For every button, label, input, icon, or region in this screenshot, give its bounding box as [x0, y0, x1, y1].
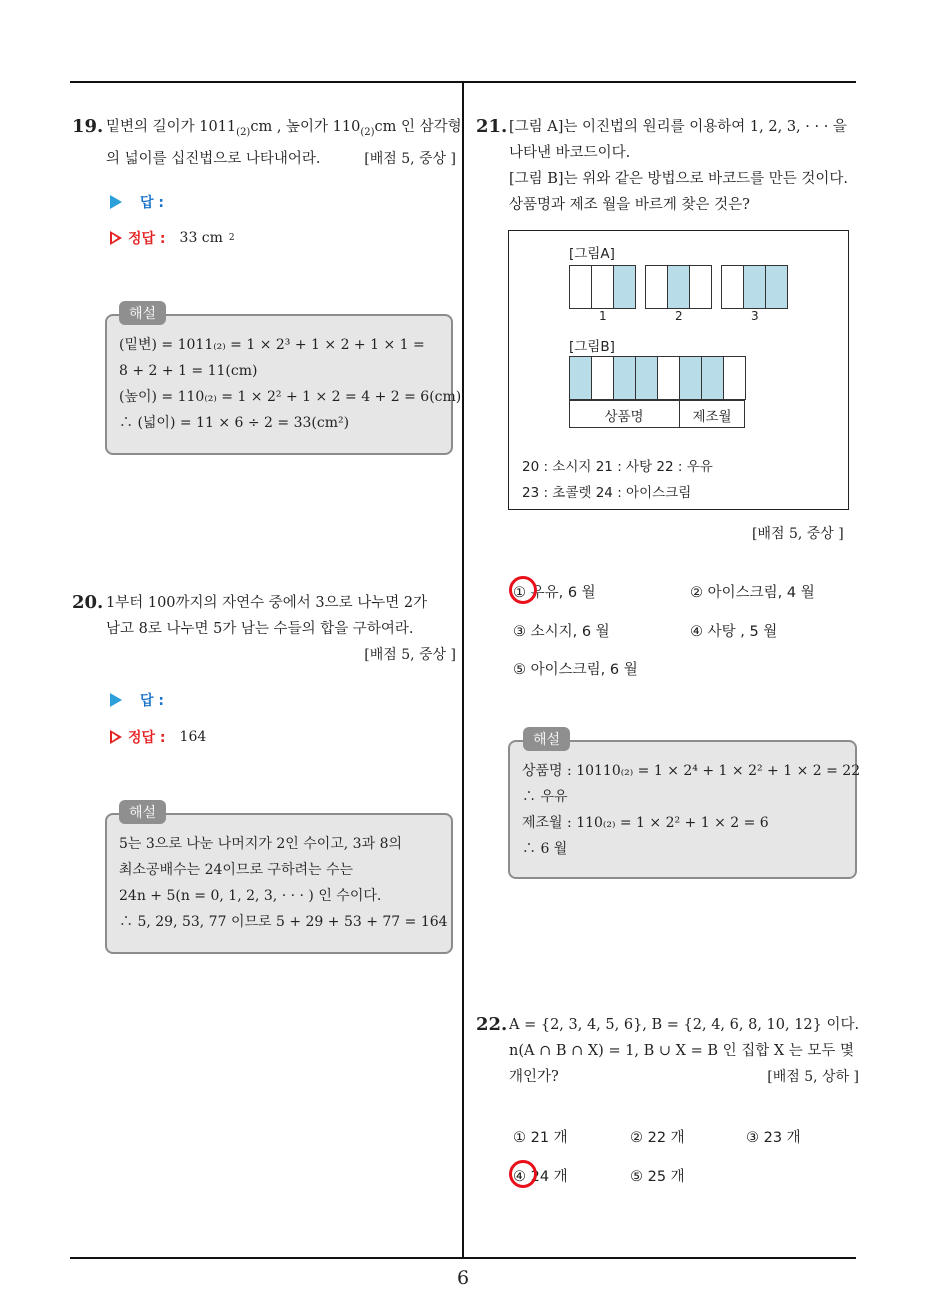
q21-score: [배점 5, 중상 ]: [752, 526, 844, 542]
q19-answer-label: 답 :: [140, 195, 164, 211]
q20-explanation-label: 해설: [119, 800, 166, 824]
q20-exp-line: 24n + 5(n = 0, 1, 2, 3, · · · ) 인 수이다.: [119, 888, 382, 904]
q20-text: [106, 590, 456, 668]
q19-exp-line: 8 + 2 + 1 = 11(cm): [119, 363, 258, 379]
barcode-cell: [635, 356, 658, 400]
fig-b-label: [그림B]: [569, 339, 615, 355]
q19-sub2: (2): [360, 126, 375, 138]
q22-line: n(A ∩ B ∩ X) = 1, B ∪ X = B 인 집합 X 는 모두 몇: [509, 1043, 855, 1059]
barcode-cell: [679, 356, 702, 400]
barcode-cell: [723, 356, 746, 400]
fig-a-label: [그림A]: [569, 246, 615, 262]
q21-line: [그림 A]는 이진법의 원리를 이용하여 1, 2, 3, · · · 을: [509, 119, 847, 135]
q22-choice-5[interactable]: ⑤ 25 개: [630, 1169, 685, 1185]
q19-correct-label: 정답 :: [128, 231, 166, 247]
barcode-cell: [743, 265, 766, 309]
q20-number: 20.: [72, 592, 104, 613]
barcode-cell: [701, 356, 724, 400]
q20-line1: 1부터 100까지의 자연수 중에서 3으로 나누면 2가: [106, 595, 428, 611]
q21-explanation-box: [508, 740, 861, 879]
q20-explanation-box: [105, 813, 453, 954]
q22-choice-1[interactable]: ① 21 개: [513, 1130, 568, 1146]
q19-text: [106, 114, 462, 172]
fig-legend: 20 : 소시지 21 : 사탕 22 : 우유: [522, 459, 713, 475]
fig-b-product-label: 상품명: [604, 409, 644, 425]
q20-correct-value: 164: [179, 729, 207, 745]
q21-exp-line: 상품명 : 10110₍₂₎ = 1 × 2⁴ + 1 × 2² + 1 × 2 = 22: [522, 763, 861, 779]
q20-answer-label: 답 :: [140, 693, 164, 709]
q20-correct-label: 정답 :: [128, 730, 166, 746]
q19-correct-row: [110, 228, 235, 248]
outline-triangle-icon: [110, 231, 122, 245]
q21-line: 상품명과 제조 월을 바르게 찾은 것은?: [509, 197, 750, 213]
play-icon: [110, 693, 122, 707]
q21-number: 21.: [476, 116, 508, 137]
outline-triangle-icon: [110, 730, 122, 744]
answer-circle-icon: [509, 1160, 537, 1188]
q21-line: [그림 B]는 위와 같은 방법으로 바코드를 만든 것이다.: [509, 171, 848, 187]
column-divider: [462, 81, 464, 1259]
barcode-cell: [591, 356, 614, 400]
q22-line: A = {2, 3, 4, 5, 6}, B = {2, 4, 6, 8, 10, 12} 이다.: [509, 1017, 860, 1033]
q20-line2: 남고 8로 나누면 5가 남는 수들의 합을 구하여라.: [106, 621, 414, 637]
q21-exp-line: ∴ 우유: [522, 789, 568, 805]
q19-text-c: cm 인 삼각형: [374, 119, 462, 135]
q21-choice-1[interactable]: ① 우유, 6 월: [513, 585, 596, 601]
q22-text: [509, 1012, 859, 1090]
q21-line: 나타낸 바코드이다.: [509, 145, 631, 161]
q22-choice-3[interactable]: ③ 23 개: [746, 1130, 801, 1146]
q19-text-a: 밑변의 길이가 1011: [106, 119, 237, 135]
page-number: 6: [456, 1267, 470, 1289]
barcode-cell: [613, 265, 636, 309]
barcode-cell: [657, 356, 680, 400]
q19-exp-line: (높이) = 110₍₂₎ = 1 × 2² + 1 × 2 = 4 + 2 = 6(cm): [119, 389, 462, 405]
q19-score: [배점 5, 중상 ]: [364, 150, 456, 167]
q22-line: 개인가?: [509, 1069, 559, 1085]
q19-explanation-box: [105, 314, 462, 455]
q19-correct-value: 33 cm: [179, 230, 223, 246]
fig-b-month-label: 제조월: [692, 409, 732, 425]
q19-number: 19.: [72, 116, 104, 137]
q20-score: [배점 5, 중상 ]: [364, 647, 456, 663]
barcode-cell: [569, 265, 592, 309]
barcode-cell: [765, 265, 788, 309]
barcode-cell: [689, 265, 712, 309]
play-icon: [110, 195, 122, 209]
q20-answer-row[interactable]: [110, 690, 164, 710]
fig-legend: 23 : 초콜렛 24 : 아이스크림: [522, 485, 692, 501]
q19-text-b: cm , 높이가 110: [250, 119, 361, 135]
q21-text: [509, 114, 859, 218]
q21-choice-4[interactable]: ④ 사탕 , 5 월: [690, 624, 778, 640]
q21-choice-5[interactable]: ⑤ 아이스크림, 6 월: [513, 662, 638, 678]
fig-a-number: 3: [751, 309, 759, 323]
q19-explanation-label: 해설: [119, 301, 166, 325]
q19-exp-line: ∴ (넓이) = 11 × 6 ÷ 2 = 33(cm²): [119, 415, 350, 431]
q20-correct-row: [110, 727, 206, 747]
q20-exp-line: 5는 3으로 나눈 나머지가 2인 수이고, 3과 8의: [119, 836, 402, 852]
fig-a-number: 2: [675, 309, 683, 323]
q19-answer-row[interactable]: [110, 192, 164, 212]
barcode-cell: [613, 356, 636, 400]
q21-exp-line: 제조월 : 110₍₂₎ = 1 × 2² + 1 × 2 = 6: [522, 815, 769, 831]
barcode-cell: [591, 265, 614, 309]
q21-choice-3[interactable]: ③ 소시지, 6 월: [513, 624, 610, 640]
q21-explanation-label: 해설: [523, 727, 570, 751]
q22-score: [배점 5, 상하 ]: [767, 1069, 859, 1085]
q21-choice-2[interactable]: ② 아이스크림, 4 월: [690, 585, 815, 601]
q19-exp-line: (밑변) = 1011₍₂₎ = 1 × 2³ + 1 × 2 + 1 × 1 =: [119, 337, 425, 353]
barcode-cell: [667, 265, 690, 309]
answer-circle-icon: [509, 576, 537, 604]
q20-exp-line: ∴ 5, 29, 53, 77 이므로 5 + 29 + 53 + 77 = 164: [119, 914, 448, 930]
q22-choice-4[interactable]: ④ 24 개: [513, 1169, 568, 1185]
q22-number: 22.: [476, 1014, 508, 1035]
q19-sub1: (2): [236, 126, 251, 138]
q21-exp-line: ∴ 6 월: [522, 841, 568, 857]
q19-line2: 의 넓이를 십진법으로 나타내어라.: [106, 150, 321, 167]
barcode-cell: [569, 356, 592, 400]
barcode-cell: [721, 265, 744, 309]
fig-a-number: 1: [599, 309, 607, 323]
q20-exp-line: 최소공배수는 24이므로 구하려는 수는: [119, 862, 354, 878]
q22-choice-2[interactable]: ② 22 개: [630, 1130, 685, 1146]
q19-correct-sup: 2: [228, 233, 235, 243]
barcode-cell: [645, 265, 668, 309]
